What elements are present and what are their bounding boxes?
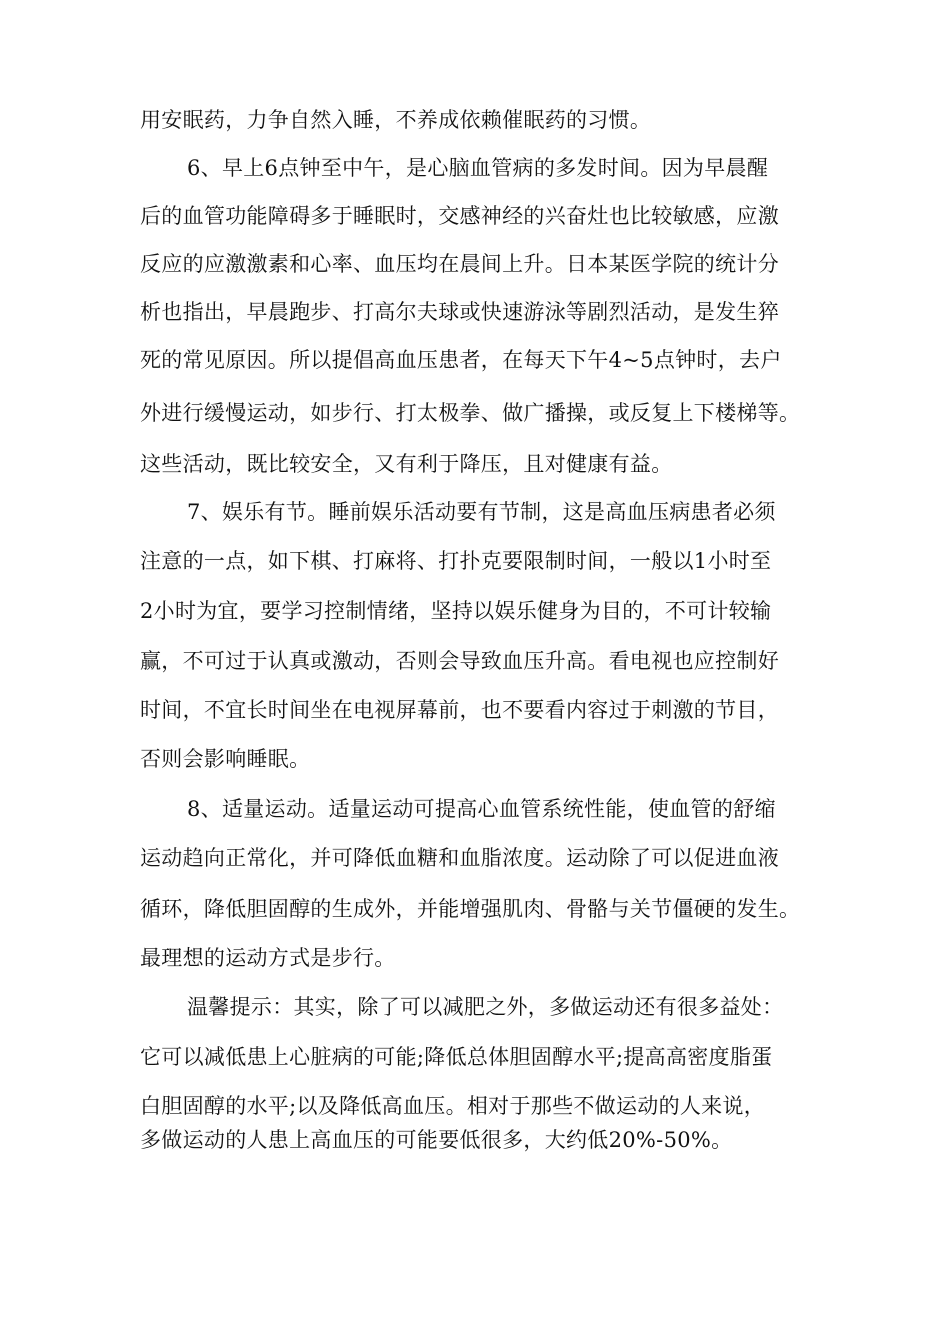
text-line: 死的常见原因。所以提倡高血压患者，在每天下午4~5点钟时，去户 xyxy=(140,348,782,372)
text-line: 外进行缓慢运动，如步行、打太极拳、做广播操，或反复上下楼梯等。 xyxy=(140,401,801,425)
paragraph-6-line: 6、早上6点钟至中午，是心脑血管病的多发时间。因为早晨醒 xyxy=(187,156,769,180)
text-line: 最理想的运动方式是步行。 xyxy=(140,946,396,970)
text-line: 赢，不可过于认真或激动，否则会导致血压升高。看电视也应控制好 xyxy=(140,649,779,673)
text-line: 运动趋向正常化，并可降低血糖和血脂浓度。运动除了可以促进血液 xyxy=(140,846,779,870)
text-line: 析也指出，早晨跑步、打高尔夫球或快速游泳等剧烈活动，是发生猝 xyxy=(140,300,779,324)
text-line: 这些活动，既比较安全，又有利于降压，且对健康有益。 xyxy=(140,452,673,476)
text-line: 2小时为宜，要学习控制情绪，坚持以娱乐健身为目的，不可计较输 xyxy=(140,599,772,623)
text-line: 反应的应激激素和心率、血压均在晨间上升。日本某医学院的统计分 xyxy=(140,252,779,276)
paragraph-8-line: 8、适量运动。适量运动可提高心血管系统性能，使血管的舒缩 xyxy=(187,797,776,821)
text-line: 循环，降低胆固醇的生成外，并能增强肌肉、骨骼与关节僵硬的发生。 xyxy=(140,897,801,921)
text-line: 否则会影响睡眠。 xyxy=(140,747,311,771)
tip-paragraph-line: 温馨提示：其实，除了可以减肥之外，多做运动还有很多益处： xyxy=(187,995,784,1019)
text-line: 用安眠药，力争自然入睡，不养成依赖催眠药的习惯。 xyxy=(140,108,652,132)
paragraph-7-line: 7、娱乐有节。睡前娱乐活动要有节制，这是高血压病患者必须 xyxy=(187,500,776,524)
text-line: 它可以减低患上心脏病的可能;降低总体胆固醇水平;提高高密度脂蛋 xyxy=(140,1045,773,1069)
text-line: 白胆固醇的水平;以及降低高血压。相对于那些不做运动的人来说， xyxy=(140,1094,766,1118)
text-line: 时间，不宜长时间坐在电视屏幕前，也不要看内容过于刺激的节目， xyxy=(140,698,779,722)
text-line: 多做运动的人患上高血压的可能要低很多，大约低20%-50%。 xyxy=(140,1128,733,1152)
text-line: 后的血管功能障碍多于睡眠时，交感神经的兴奋灶也比较敏感，应激 xyxy=(140,204,779,228)
text-line: 注意的一点，如下棋、打麻将、打扑克要限制时间，一般以1小时至 xyxy=(140,549,772,573)
